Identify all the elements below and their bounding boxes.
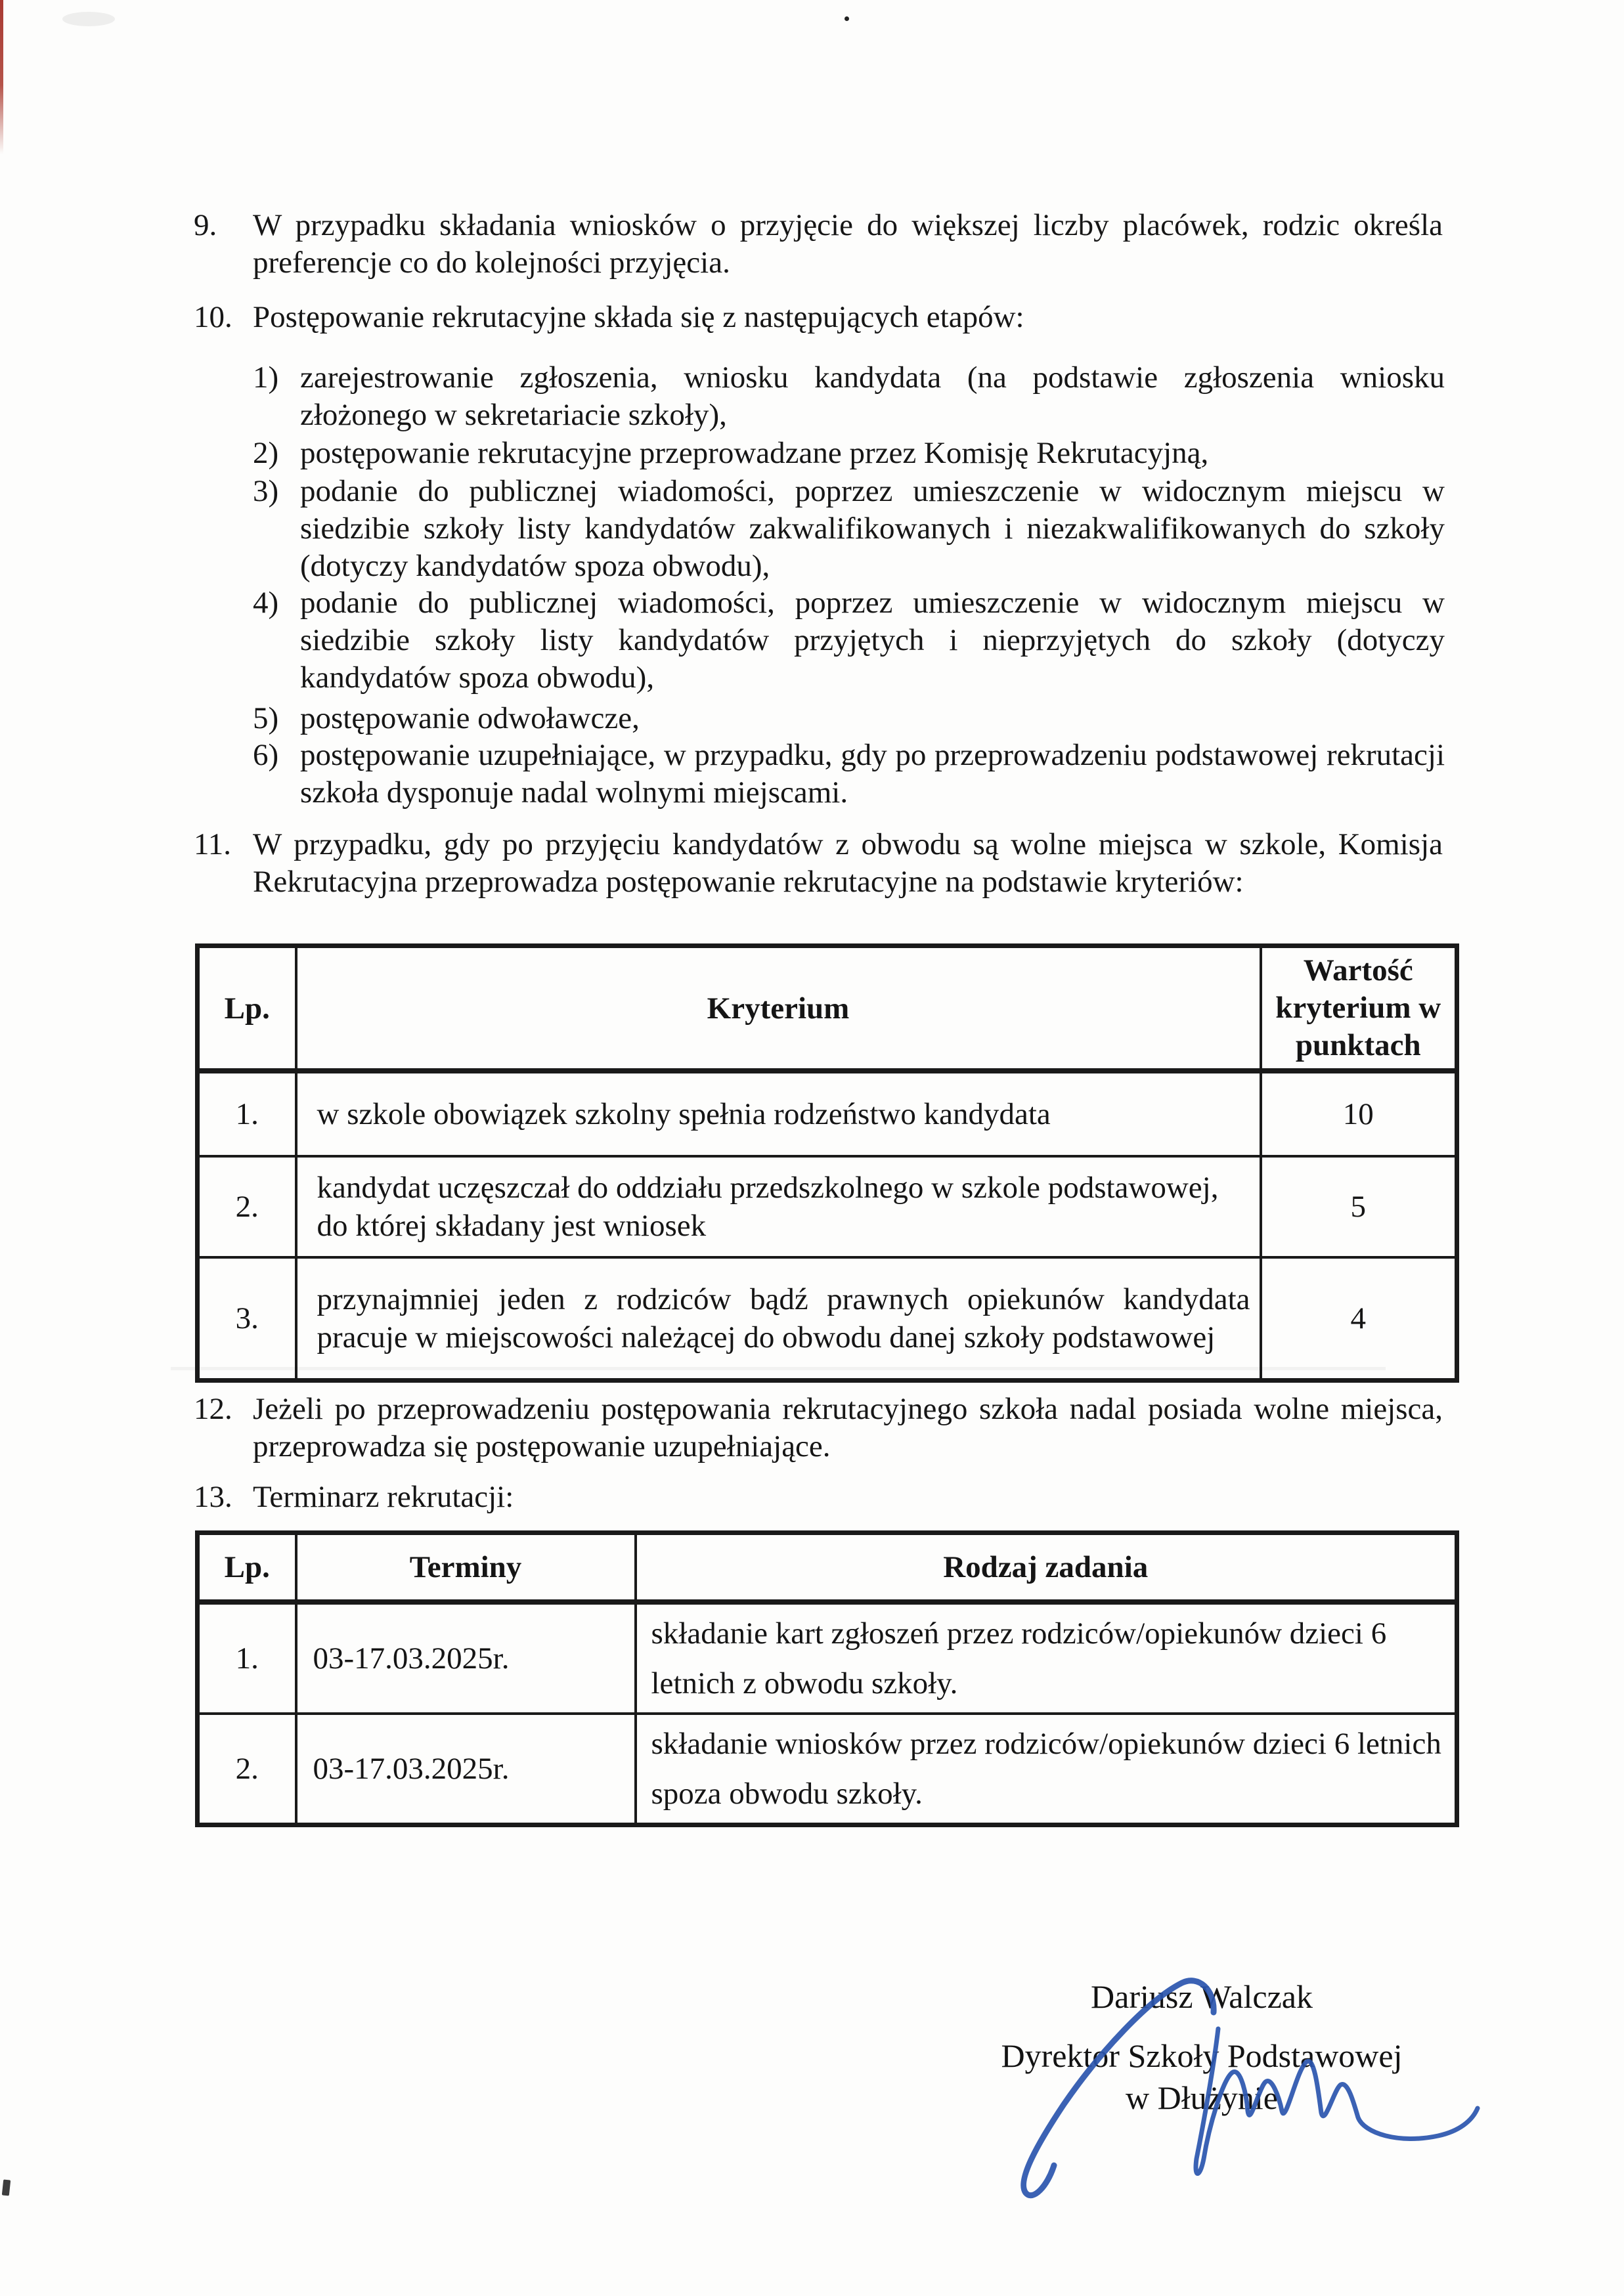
sub-item-text: zarejestrowanie zgłoszenia, wniosku kandydata (na podstawie zgłoszenia wniosku złożonego w sekretariacie szkoły), [300,360,1445,432]
signature-title: Dyrektor Szkoły Podstawowej [1001,2037,1403,2074]
cell-lp: 2. [198,1156,296,1257]
sub-item-text: postępowanie odwoławcze, [300,701,640,735]
sub-item-text: podanie do publicznej wiadomości, poprzez umieszczenie w widocznym miejscu w siedzibie szkoły listy kandydatów przyjętych i nieprzyjętych do szkoły (dotyczy kandydatów spoza obwodu), [300,586,1445,695]
scan-artifact-smudge [62,12,115,26]
paragraph-item-13 [194,1479,1443,1516]
scan-artifact-bottom-left [2,2179,11,2196]
table-row [198,1714,1457,1825]
sub-item-text: postępowanie uzupełniające, w przypadku, gdy po przeprowadzeniu podstawowej rekrutacji szkoła dysponuje nadal wolnymi miejscami. [300,738,1445,810]
sub-item-number: 6) [253,738,279,772]
header-cell-kryterium: Kryterium [296,946,1261,1072]
cell-kryterium: w szkole obowiązek szkolny spełnia rodzeństwo kandydata [296,1071,1261,1156]
sub-item-text: postępowanie rekrutacyjne przeprowadzane przez Komisję Rekrutacyjną, [300,436,1209,470]
header-cell-terminy: Terminy [296,1533,636,1603]
paragraph-item-11 [194,826,1443,901]
cell-points: 4 [1261,1257,1457,1381]
item-number: 13. [194,1480,232,1514]
table-row [198,1257,1457,1381]
sub-item-number: 4) [253,586,279,620]
schedule-table [195,1530,1459,1827]
paragraph-item-12 [194,1391,1443,1465]
sub-item-5 [253,700,1445,737]
cell-points: 10 [1261,1071,1457,1156]
cell-kryterium: przynajmniej jeden z rodziców bądź prawnych opiekunów kandydata pracuje w miejscowości należącej do obwodu danej szkoły podstawowej [296,1257,1261,1381]
cell-termin: 03-17.03.2025r. [296,1602,636,1714]
cell-points: 5 [1261,1156,1457,1257]
schedule-table-header-row [198,1533,1457,1603]
item-number: 12. [194,1392,232,1426]
cell-lp: 1. [198,1071,296,1156]
item-text: Postępowanie rekrutacyjne składa się z następujących etapów: [253,300,1024,334]
paragraph-item-9 [194,207,1443,282]
header-cell-lp: Lp. [198,1533,296,1603]
sub-item-number: 1) [253,360,279,395]
scan-artifact-left-edge [0,0,3,154]
item-text: W przypadku składania wniosków o przyjęcie do większej liczby placówek, rodzic określa preferencje co do kolejności przyjęcia. [253,208,1443,280]
cell-lp: 1. [198,1602,296,1714]
item-text: Jeżeli po przeprowadzeniu postępowania rekrutacyjnego szkoła nadal posiada wolne miejsca, przeprowadza się postępowanie uzupełniające. [253,1392,1443,1463]
item-text: Terminarz rekrutacji: [253,1480,514,1514]
item-number: 11. [194,827,232,861]
criteria-table [195,943,1459,1383]
scan-artifact-dot [845,16,849,21]
signature-location: w Dłużynie [1126,2079,1278,2116]
sub-item-6 [253,737,1445,812]
sub-item-4 [253,584,1445,697]
header-cell-points: Wartość kryterium w punktach [1261,946,1457,1072]
item-number: 9. [194,208,217,242]
sub-item-number: 3) [253,474,279,508]
sub-item-2 [253,435,1445,472]
sub-item-1 [253,359,1445,434]
cell-termin: 03-17.03.2025r. [296,1714,636,1825]
cell-lp: 2. [198,1714,296,1825]
cell-kryterium: kandydat uczęszczał do oddziału przedszkolnego w szkole podstawowej, do której składany jest wniosek [296,1156,1261,1257]
cell-zadanie: składanie wniosków przez rodziców/opiekunów dzieci 6 letnich spoza obwodu szkoły. [636,1714,1457,1825]
criteria-table-header-row [198,946,1457,1072]
item-text: W przypadku, gdy po przyjęciu kandydatów z obwodu są wolne miejsca w szkole, Komisja Rekrutacyjna przeprowadza postępowanie rekrutacyjne na podstawie kryteriów: [253,827,1443,899]
sub-item-text: podanie do publicznej wiadomości, poprzez umieszczenie w widocznym miejscu w siedzibie szkoły listy kandydatów zakwalifikowanych i niezakwalifikowanych do szkoły (dotyczy kandydatów spoza obwodu), [300,474,1445,583]
table-row [198,1156,1457,1257]
cell-lp: 3. [198,1257,296,1381]
sub-item-number: 2) [253,436,279,470]
header-cell-zadanie: Rodzaj zadania [636,1533,1457,1603]
table-row [198,1602,1457,1714]
paragraph-item-10 [194,299,1443,336]
sub-item-number: 5) [253,701,279,735]
sub-item-3 [253,473,1445,585]
cell-zadanie: składanie kart zgłoszeń przez rodziców/opiekunów dzieci 6 letnich z obwodu szkoły. [636,1602,1457,1714]
item-number: 10. [194,300,232,334]
header-cell-lp: Lp. [198,946,296,1072]
signature-ink [965,1963,1491,2213]
table-row [198,1071,1457,1156]
signature-name: Dariusz Walczak [1091,1978,1313,2015]
